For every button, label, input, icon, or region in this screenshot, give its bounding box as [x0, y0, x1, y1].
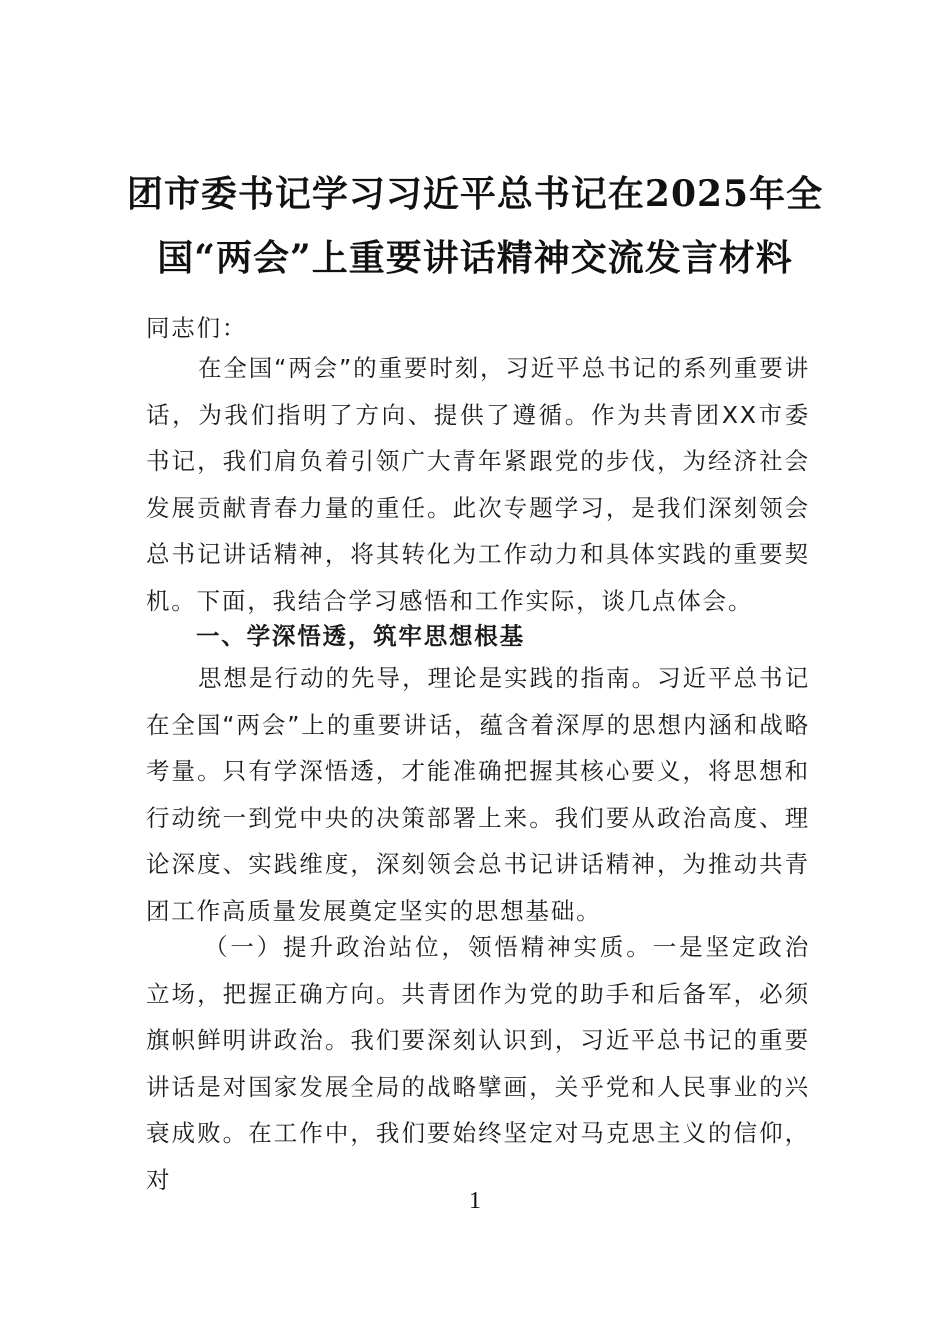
- paragraph-section-1: 思想是行动的先导，理论是实践的指南。习近平总书记在全国“两会”上的重要讲话，蕴含着深厚的思想内涵和战略考量。只有学深悟透，才能准确把握其核心要义，将思想和行动统一到党中央的决策部署上来。我们要从政治高度、理论深度、实践维度，深刻领会总书记讲话精神，为推动共青团工作高质量发展奠定坚实的思想基础。: [146, 664, 810, 925]
- document-title-line-2: 国“两会”上重要讲话精神交流发言材料: [157, 237, 793, 279]
- section-heading-1: 一、学深悟透，筑牢思想根基: [196, 622, 525, 650]
- document-title-line-1: 团市委书记学习习近平总书记在2025年全: [126, 173, 824, 215]
- paragraph-subsection-1: [146, 924, 810, 1203]
- salutation: 同志们：: [146, 314, 248, 342]
- paragraph-intro: 在全国“两会”的重要时刻，习近平总书记的系列重要讲话，为我们指明了方向、提供了遵循。作为共青团XX市委书记，我们肩负着引领广大青年紧跟党的步伐，为经济社会发展贡献青春力量的重任。此次专题学习，是我们深刻领会总书记讲话精神，将其转化为工作动力和具体实践的重要契机。下面，我结合学习感悟和工作实际，谈几点体会。: [146, 354, 810, 615]
- subsection-heading-1: （一）提升政治站位，领悟精神实质。: [204, 933, 653, 961]
- page-number: 1: [469, 1188, 481, 1214]
- subsection-1-text: 一是坚定政治立场，把握正确方向。共青团作为党的助手和后备军，必须旗帜鲜明讲政治。我们要深刻认识到，习近平总书记的重要讲话是对国家发展全局的战略擘画，关乎党和人民事业的兴衰成败。在工作中，我们要始终坚定对马克思主义的信仰，对: [146, 933, 810, 1194]
